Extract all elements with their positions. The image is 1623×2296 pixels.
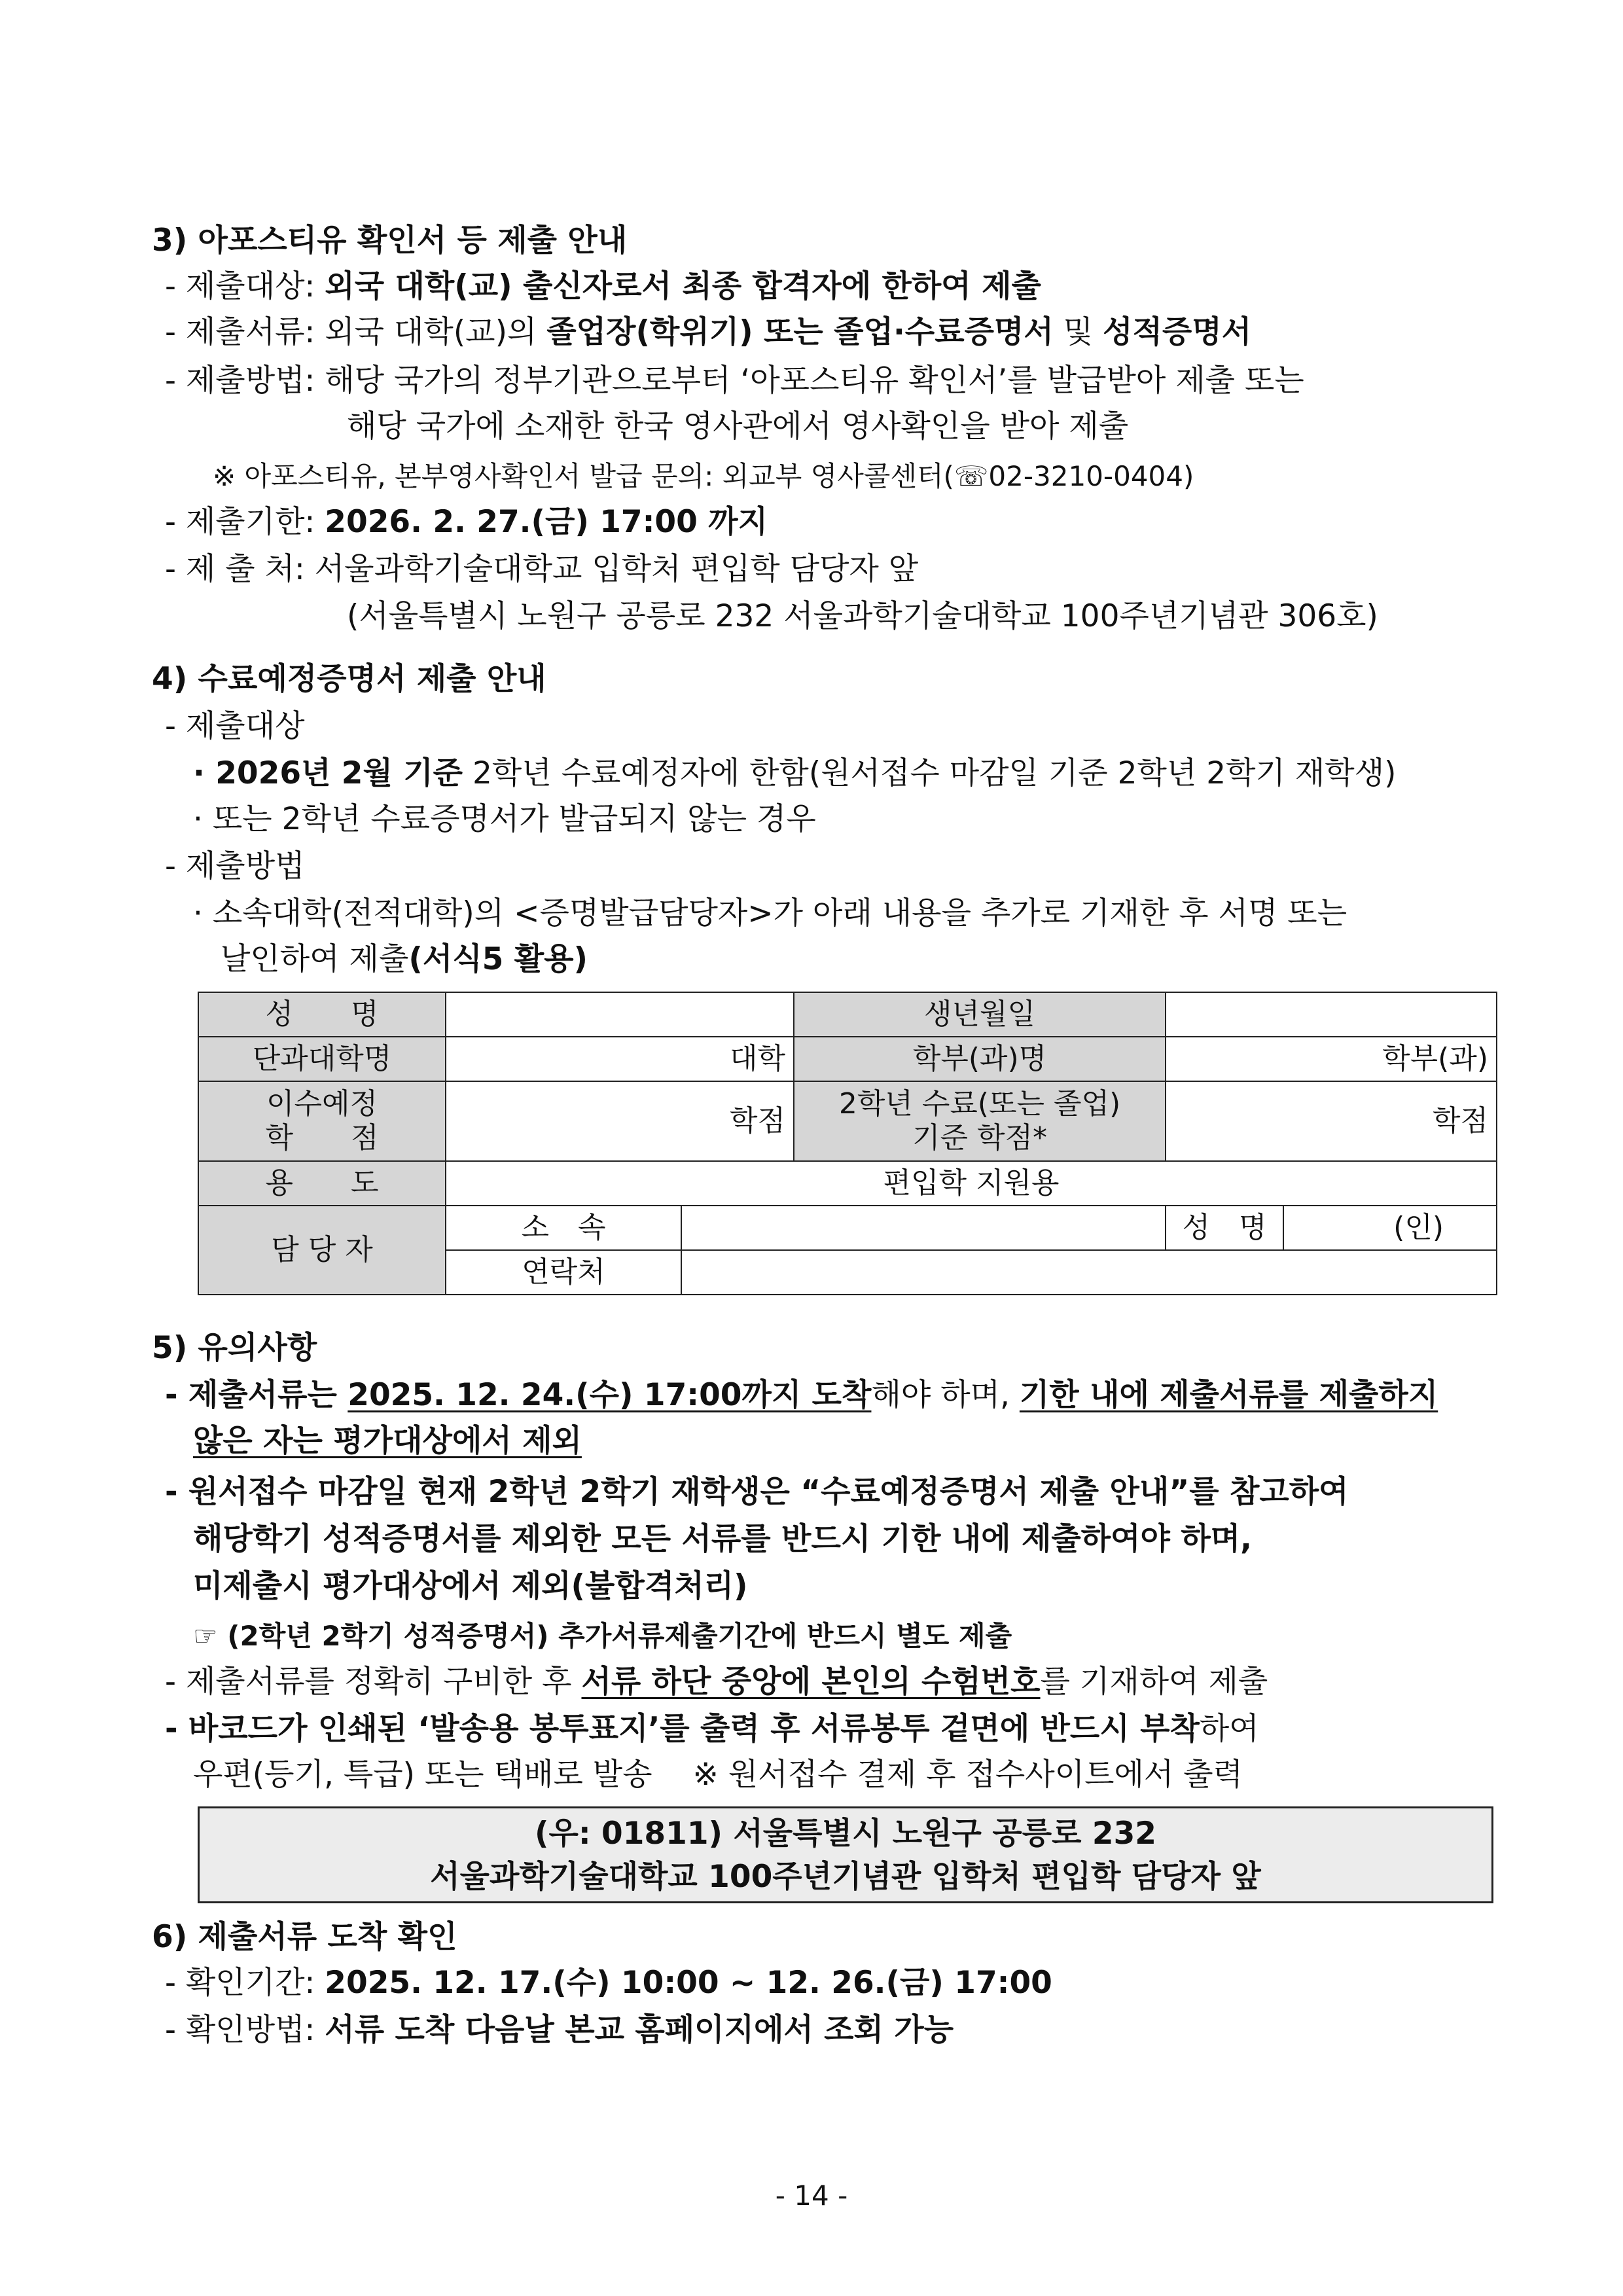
manager-label-cell: 담 당 자 — [198, 1206, 446, 1295]
sec5-l7b: 서류 하단 중앙에 본인의 수험번호 — [581, 1664, 1041, 1700]
sec6-method-value: 서류 도착 다음날 본교 홈페이지에서 조회 가능 — [325, 2012, 954, 2048]
section-3-title: 3) 아포스티유 확인서 등 제출 안내 — [152, 223, 628, 259]
birth-label-cell: 생년월일 — [794, 992, 1166, 1037]
sec3-docs-bold2: 성적증명서 — [1103, 314, 1252, 350]
sec6-method-label: - 확인방법: — [165, 2012, 325, 2048]
grad-label-cell — [794, 1081, 1166, 1161]
sec3-docs-mid: 및 — [1053, 314, 1103, 350]
sec5-line6: ☞ (2학년 2학기 성적증명서) 추가서류제출기간에 반드시 별도 제출 — [193, 1620, 1012, 1652]
sec5-line3: - 원서접수 마감일 현재 2학년 2학기 재학생은 “수료예정증명서 제출 안내”를 참고하여 — [165, 1474, 1349, 1510]
sec4-bullet2: · 또는 2학년 수료증명서가 발급되지 않는 경우 — [193, 801, 816, 837]
sec3-docs-line — [165, 313, 1251, 352]
affil-value-cell — [681, 1206, 1166, 1250]
dept-value-cell: 학부(과) — [1166, 1037, 1497, 1081]
sec3-note: ※ 아포스티유, 본부영사확인서 발급 문의: 외교부 영사콜센터(☏02-3210-0404) — [213, 460, 1194, 492]
sec3-docs-bold1: 졸업장(학위기) 또는 졸업·수료증명서 — [546, 314, 1054, 350]
sec4-bullet1 — [193, 754, 1396, 793]
college-value-cell: 대학 — [446, 1037, 794, 1081]
mgr-name-label-cell: 성 명 — [1166, 1206, 1283, 1250]
sec4-bullet1-bold: · 2026년 2월 기준 — [193, 755, 463, 791]
section-4-title: 4) 수료예정증명서 제출 안내 — [152, 661, 546, 697]
grad-label-2: 기준 학점* — [912, 1121, 1047, 1155]
sec3-deadline-line — [165, 503, 768, 542]
sec5-line2 — [193, 1422, 582, 1461]
address-line1: (우: 01811) 서울특별시 노원구 공릉로 232 — [534, 1816, 1156, 1852]
grad-value-cell: 학점 — [1166, 1081, 1497, 1161]
contact-value-cell — [681, 1250, 1497, 1295]
grad-label-1: 2학년 수료(또는 졸업) — [838, 1087, 1121, 1121]
birth-value-cell — [1166, 992, 1497, 1037]
table-row — [198, 1037, 1497, 1081]
sec3-target-label: - 제출대상: — [165, 268, 325, 304]
sec5-line4: 해당학기 성적증명서를 제외한 모든 서류를 반드시 기한 내에 제출하여야 하며, — [193, 1521, 1252, 1557]
credit-label-1: 이수예정 — [266, 1087, 378, 1121]
sec3-method-line2: 해당 국가에 소재한 한국 영사관에서 영사확인을 받아 제출 — [347, 408, 1129, 444]
sec5-l1a: - 제출서류는 — [165, 1377, 348, 1413]
sec5-l8b: 하여 — [1199, 1711, 1259, 1747]
sec3-docs-label: - 제출서류: 외국 대학(교)의 — [165, 314, 547, 350]
dept-label-cell: 학부(과)명 — [794, 1037, 1166, 1081]
table-row — [198, 1081, 1497, 1161]
credit-value-cell: 학점 — [446, 1081, 794, 1161]
sec3-deadline-label: - 제출기한: — [165, 504, 325, 540]
table-row — [198, 992, 1497, 1037]
sec5-l8a: - 바코드가 인쇄된 ‘발송용 봉투표지’를 출력 후 서류봉투 겉면에 반드시 부착 — [165, 1711, 1200, 1747]
sec3-target-line — [165, 267, 1041, 306]
sec3-method-line1: - 제출방법: 해당 국가의 정부기관으로부터 ‘아포스티유 확인서’를 발급받아 제출 또는 — [165, 363, 1304, 399]
sec3-place-line1: - 제 출 처: 서울과학기술대학교 입학처 편입학 담당자 앞 — [165, 551, 919, 587]
address-line2: 서울과학기술대학교 100주년기념관 입학처 편입학 담당자 앞 — [430, 1859, 1261, 1895]
table-row — [198, 1206, 1497, 1250]
sec3-deadline-value: 2026. 2. 27.(금) 17:00 까지 — [325, 504, 768, 540]
sec6-period-value: 2025. 12. 17.(수) 10:00 ~ 12. 26.(금) 17:00 — [325, 1965, 1052, 2001]
sec5-line5: 미제출시 평가대상에서 제외(불합격처리) — [193, 1568, 748, 1604]
sec4-method-line2 — [221, 940, 588, 979]
name-label-cell: 성 명 — [198, 992, 446, 1037]
use-value-cell: 편입학 지원용 — [446, 1161, 1497, 1206]
credit-label-cell — [198, 1081, 446, 1161]
sec5-line7 — [165, 1662, 1268, 1702]
contact-label-cell: 연락처 — [446, 1250, 681, 1295]
sec6-period-label: - 확인기간: — [165, 1965, 325, 2001]
page-number: - 14 - — [775, 2179, 848, 2212]
sec5-l1b: 2025. 12. 24.(수) 17:00까지 도착 — [348, 1377, 872, 1413]
sec5-l7c: 를 기재하여 제출 — [1040, 1664, 1268, 1700]
section-6-title: 6) 제출서류 도착 확인 — [152, 1919, 457, 1955]
sec4-method-line2a: 날인하여 제출 — [221, 941, 409, 977]
sec5-l1d: 기한 내에 제출서류를 제출하지 — [1019, 1377, 1438, 1413]
sec4-method-line2b: (서식5 활용) — [408, 941, 588, 977]
use-label-cell: 용 도 — [198, 1161, 446, 1206]
section-5-title: 5) 유의사항 — [152, 1330, 317, 1366]
sec5-line1 — [165, 1376, 1438, 1415]
sec3-target-value: 외국 대학(교) 출신자로서 최종 합격자에 한하여 제출 — [325, 268, 1041, 304]
sec3-place-line2: (서울특별시 노원구 공릉로 232 서울과학기술대학교 100주년기념관 306호) — [347, 598, 1378, 634]
seal-cell: (인) — [1283, 1206, 1497, 1250]
sec4-target-label: - 제출대상 — [165, 708, 305, 744]
affil-label-cell: 소 속 — [446, 1206, 681, 1250]
sec5-l1c: 해야 하며, — [871, 1377, 1020, 1413]
sec5-line9: 우편(등기, 특급) 또는 택배로 발송 ※ 원서접수 결제 후 접수사이트에서 출력 — [193, 1757, 1243, 1793]
certificate-form-table — [198, 992, 1497, 1295]
college-label-cell: 단과대학명 — [198, 1037, 446, 1081]
table-row — [198, 1161, 1497, 1206]
sec4-method-label: - 제출방법 — [165, 848, 305, 884]
mailing-address-box — [198, 1806, 1493, 1903]
sec6-period-line — [165, 1964, 1052, 2003]
name-value-cell — [446, 992, 794, 1037]
sec6-method-line — [165, 2011, 954, 2050]
sec5-line8 — [165, 1710, 1259, 1749]
sec4-bullet1-rest: 2학년 수료예정자에 한함(원서접수 마감일 기준 2학년 2학기 재학생) — [463, 755, 1397, 791]
sec5-l7a: - 제출서류를 정확히 구비한 후 — [165, 1664, 582, 1700]
credit-label-2: 학 점 — [265, 1121, 379, 1155]
sec5-l2: 않은 자는 평가대상에서 제외 — [193, 1423, 582, 1459]
sec4-method-line1: · 소속대학(전적대학)의 <증명발급담당자>가 아래 내용을 추가로 기재한 후 서명 또는 — [193, 895, 1347, 931]
